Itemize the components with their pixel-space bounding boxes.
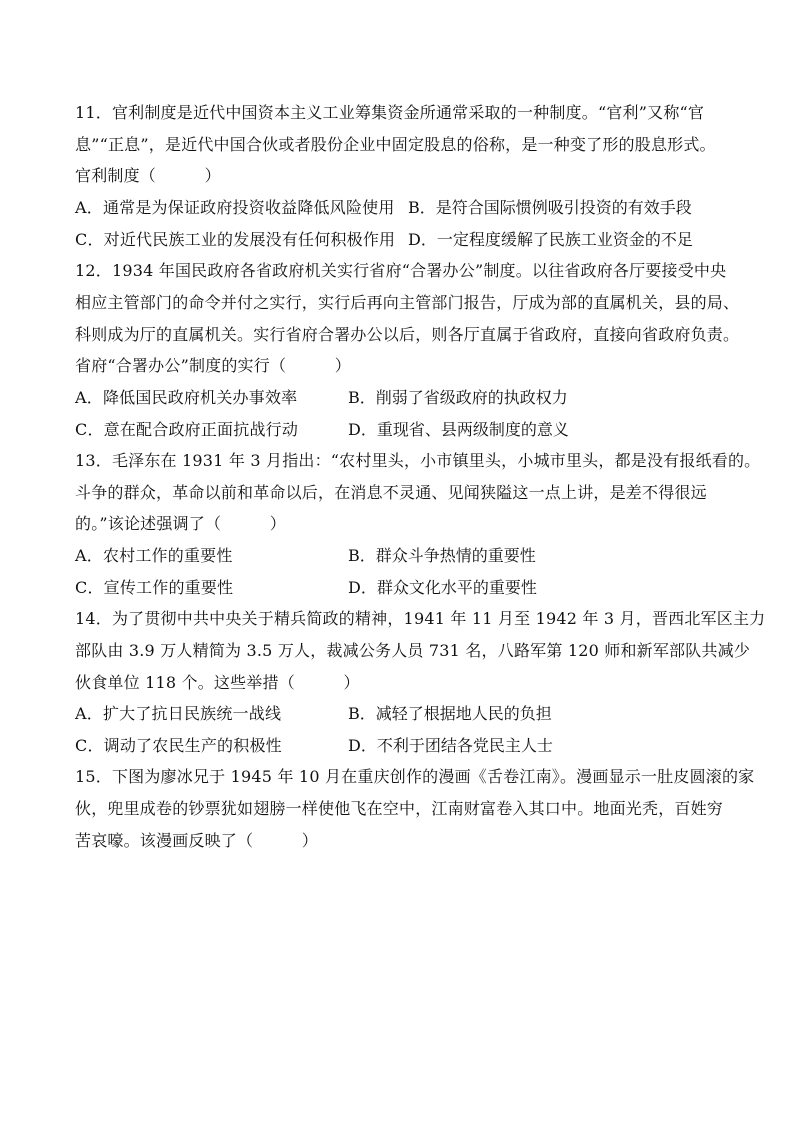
question-14-line-3: 伙食单位 118 个。这些举措（ ） <box>75 673 360 692</box>
question-11-line-2: 息”“正息”，是近代中国合伙或者股份企业中固定股息的俗称，是一种变了形的股息形式。 <box>75 135 716 154</box>
question-15-line-1: 15．下图为廖冰兄于 1945 年 10 月在重庆创作的漫画《舌卷江南》。漫画显示一肚皮圆滚的家 <box>75 767 755 786</box>
question-12-option-b: B．削弱了省级政府的执政权力 <box>348 388 568 407</box>
question-11-option-a: A．通常是为保证政府投资收益降低风险使用 <box>75 198 395 217</box>
question-13-option-b: B．群众斗争热情的重要性 <box>348 546 536 565</box>
question-13-line-1: 13．毛泽东在 1931 年 3 月指出：“农村里头，小市镇里头，小城市里头，都是没有报纸看的。 <box>75 451 761 470</box>
question-11-option-c: C．对近代民族工业的发展没有任何积极作用 <box>75 230 396 249</box>
question-12-line-3: 科则成为厅的直属机关。实行省府合署办公以后，则各厅直属于省政府，直接向省政府负责。 <box>75 325 740 344</box>
question-11-option-b: B．是符合国际惯例吸引投资的有效手段 <box>408 198 692 217</box>
question-12-option-c: C．意在配合政府正面抗战行动 <box>75 420 299 439</box>
question-15-line-2: 伙，兜里成卷的钞票犹如翅膀一样使他飞在空中，江南财富卷入其口中。地面光秃，百姓穷 <box>75 799 724 818</box>
question-12-line-2: 相应主管部门的命令并付之实行，实行后再向主管部门报告，厅成为部的直属机关，县的局、 <box>75 293 740 312</box>
question-12-line-1: 12．1934 年国民政府各省政府机关实行省府“合署办公”制度。以往省政府各厅要接受中央 <box>75 261 727 280</box>
question-12-option-d: D．重现省、县两级制度的意义 <box>348 420 569 439</box>
question-13-option-c: C．宣传工作的重要性 <box>75 578 234 597</box>
question-14-option-b: B．减轻了根据地人民的负担 <box>348 704 552 723</box>
question-13-option-a: A．农村工作的重要性 <box>75 546 233 565</box>
question-14-option-c: C．调动了农民生产的积极性 <box>75 736 282 755</box>
question-14-line-1: 14．为了贯彻中共中央关于精兵简政的精神，1941 年 11 月至 1942 年 3 月，晋西北军区主力 <box>75 609 766 628</box>
question-11-line-3: 官利制度（ ） <box>75 166 221 185</box>
question-14-line-2: 部队由 3.9 万人精简为 3.5 万人，裁减公务人员 731 名，八路军第 120 师和新军部队共减少 <box>75 641 751 660</box>
question-13-line-3: 的。”该论述强调了（ ） <box>75 514 286 533</box>
question-13-option-d: D．群众文化水平的重要性 <box>348 578 537 597</box>
question-15-line-3: 苦哀嚎。该漫画反映了（ ） <box>75 831 319 850</box>
question-12-line-4: 省府“合署办公”制度的实行（ ） <box>75 356 351 375</box>
question-13-line-2: 斗争的群众，革命以前和革命以后，在消息不灵通、见闻狭隘这一点上讲，是差不得很远 <box>75 483 707 502</box>
question-14-option-a: A．扩大了抗日民族统一战线 <box>75 704 282 723</box>
question-11-line-1: 11．官利制度是近代中国资本主义工业筹集资金所通常采取的一种制度。“官利”又称“官 <box>75 103 705 122</box>
question-11-option-d: D．一定程度缓解了民族工业资金的不足 <box>408 230 693 249</box>
question-14-option-d: D．不利于团结各党民主人士 <box>348 736 553 755</box>
question-12-option-a: A．降低国民政府机关办事效率 <box>75 388 298 407</box>
